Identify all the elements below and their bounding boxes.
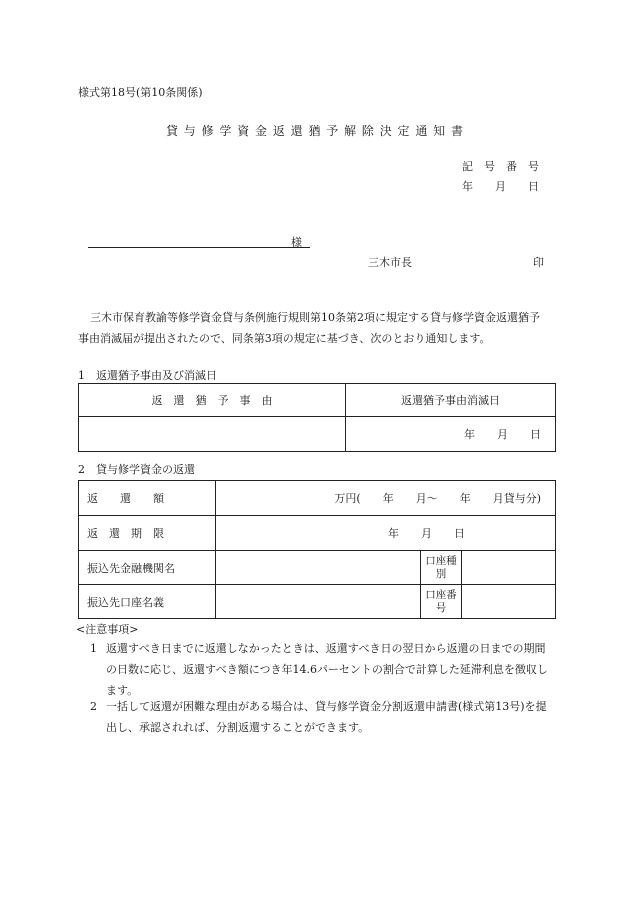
note-1-number: 1 (90, 642, 97, 655)
notes-heading: <注意事項> (76, 623, 139, 636)
section2-heading: 2 貸与修学資金の返還 (78, 463, 195, 476)
addressee-honorific: 様 (291, 236, 302, 249)
account-number-cell (462, 585, 556, 619)
document-title: 貸 与 修 学 資 金 返 還 猶 予 解 除 決 定 通 知 書 (165, 124, 465, 138)
account-number-label: 口座番号 (421, 585, 462, 619)
issuer-seal: 印 (533, 256, 544, 269)
account-holder-cell (216, 585, 421, 619)
note-2-number: 2 (90, 700, 97, 713)
repayment-amount-value: 万円( 年 月～ 年 月貸与分) (216, 481, 556, 516)
account-holder-label: 振込先口座名義 (79, 585, 216, 619)
end-date-header: 返還猶予事由消滅日 (346, 384, 556, 417)
issuer-name: 三木市長 (368, 256, 412, 269)
reason-header: 返 還 猶 予 事 由 (79, 384, 346, 417)
note-1-text: 返還すべき日までに返還しなかったときは、返還すべき日の翌日から返還の日までの期間の日数に応じ、返還すべき額につき年14.6パーセントの割合で計算した延滞利息を徴収します。 (106, 642, 548, 697)
body-text: 三木市保育教諭等修学資金貸与条例施行規則第10条第2項に規定する貸与修学資金返還猶予事由消滅届が提出されたので、同条第3項の規定に基づき、次のとおり通知します。 (78, 311, 540, 345)
repayment-table (78, 480, 556, 619)
note-2-text: 一括して返還が困難な理由がある場合は、貸与修学資金分割返還申請書(様式第13号)を提出し、承認されれば、分割返還することができます。 (106, 700, 547, 734)
section1-heading: 1 返還猶予事由及び消滅日 (78, 369, 217, 382)
repayment-deadline-label: 返 還 期 限 (79, 516, 216, 551)
document-date: 年 月 日 (462, 180, 539, 193)
addressee-line (88, 247, 310, 248)
repayment-deadline-value: 年 月 日 (216, 516, 556, 551)
reason-cell (79, 417, 346, 452)
bank-name-cell (216, 551, 421, 585)
account-type-cell (462, 551, 556, 585)
bank-name-label: 振込先金融機関名 (79, 551, 216, 585)
form-number: 様式第18号(第10条関係) (78, 86, 203, 99)
repayment-amount-label: 返 還 額 (79, 481, 216, 516)
document-number: 記 号 番 号 (462, 160, 539, 173)
suspension-table (78, 383, 556, 452)
end-date-cell: 年 月 日 (346, 417, 556, 452)
account-type-label: 口座種別 (421, 551, 462, 585)
